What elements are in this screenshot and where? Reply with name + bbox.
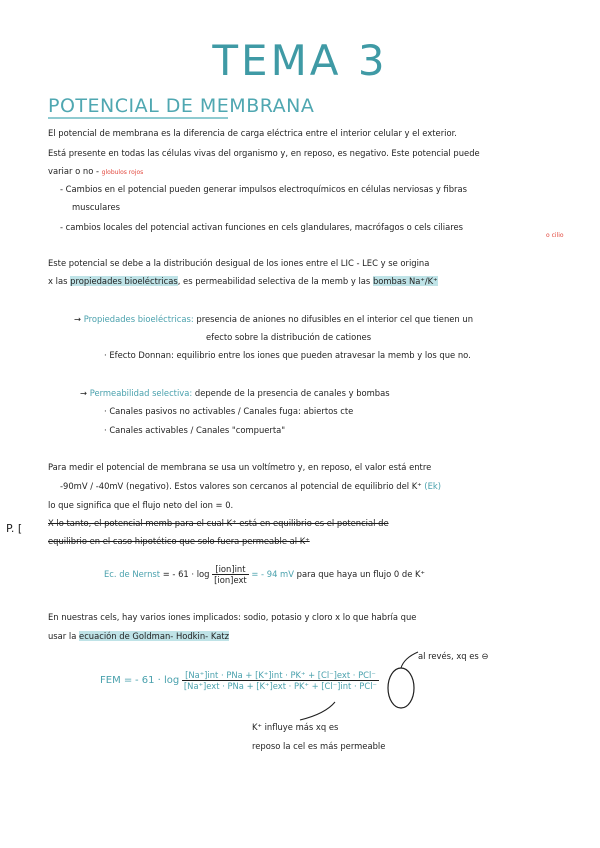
intro-bullet-1: - Cambios en el potencial pueden generar impulsos electroquímicos en células nerviosas y fibras [60,184,467,194]
arrow-icon: → [80,388,88,398]
circle-cl-ext [388,668,414,708]
distribution-line-2-mid: , es permeabilidad selectiva de la memb y las [177,276,371,286]
strike-line-1: X lo tanto, el potencial memb para el cual K⁺ está en equilibrio es el potencial de [48,518,389,528]
measure-ek: (Ek) [424,481,441,491]
distribution-line-2-start: x las [48,276,68,286]
perm-item-1: · Canales pasivos no activables / Canales fuga: abiertos cte [104,406,354,416]
highlight-na-k-pumps: bombas Na⁺/K⁺ [372,276,438,286]
intro-line-3-text: variar o no - [48,166,99,176]
ghk-numerator: [Na⁺]int · PNa + [K⁺]int · PK⁺ + [Cl⁻]ext · PCl⁻ [182,670,379,681]
perm-text-1: depende de la presencia de canales y bombas [194,388,390,398]
nernst-result: = - 94 mV [251,569,294,579]
fem-label: FEM = [100,675,133,686]
perm-item-2: · Canales activables / Canales "compuerta" [104,425,286,435]
distribution-line-1: Este potencial se debe a la distribución desigual de los iones entre el LIC - LEC y se origina [48,258,430,268]
goldman-note-bottom-2: reposo la cel es más permeable [252,741,386,751]
props-text-1: presencia de aniones no difusibles en el interior cel que tienen un [196,314,474,324]
ghk-denominator: [Na⁺]ext · PNa + [K⁺]ext · PK⁺ + [Cl⁻]int · PCl⁻ [183,681,377,691]
props-donnan: · Efecto Donnan: equilibrio entre los iones que pueden atravesar la memb y los que no. [104,350,471,360]
section-title: POTENCIAL DE MEMBRANA [48,95,315,117]
goldman-note-top: al revés, xq es ⊖ [418,651,489,661]
intro-note-cilio: o cilio [546,232,564,239]
intro-line-1: El potencial de membrana es la diferencia de carga eléctrica entre el interior celular y el exterior. [48,128,457,138]
perm-label: Permeabilidad selectiva: [89,388,193,398]
arrow-icon: → [74,314,82,324]
intro-bullet-1-cont: musculares [72,202,120,212]
page-title: TEMA 3 [212,36,388,85]
nernst-eq: = - 61 · log [162,569,210,579]
props-text-2: efecto sobre la distribución de cationes [206,332,372,342]
intro-note-red-cells: globulos rojos [101,169,144,176]
strike-line-2: equilibrio en el caso hipotético que solo fuera permeable al K⁺ [48,536,310,546]
arrow-to-note [401,652,418,668]
goldman-note-bottom-1: K⁺ influye más xq es [252,722,339,732]
props-label: Propiedades bioeléctricas: [83,314,194,324]
highlight-ghk-equation: ecuación de Goldman- Hodkin- Katz [79,631,230,641]
nernst-numerator: [ion]int [212,564,249,575]
intro-bullet-2: - cambios locales del potencial activan funciones en cels glandulares, macrófagos o cels ciliares [60,222,463,232]
measure-line-2-text: -90mV / -40mV (negativo). Estos valores son cercanos al potencial de equilibrio del K⁺ [60,481,422,491]
fem-eq: - 61 · log [134,675,180,686]
nernst-denominator: [ion]ext [214,575,247,585]
highlight-bioelectric-properties: propiedades bioeléctricas [70,276,178,286]
measure-line-1: Para medir el potencial de membrana se usa un voltímetro y, en reposo, el valor está entre [48,462,432,472]
margin-note: P. [ [6,522,23,535]
goldman-line-2-start: usar la [48,631,77,641]
nernst-after: para que haya un flujo 0 de K⁺ [296,569,425,579]
nernst-label: Ec. de Nernst [104,569,161,579]
measure-line-3: lo que significa que el flujo neto del ion = 0. [48,500,234,510]
intro-line-2: Está presente en todas las células vivas del organismo y, en reposo, es negativo. Este potencial puede [48,148,480,158]
goldman-line-1: En nuestras cels, hay varios iones implicados: sodio, potasio y cloro x lo que habría que [48,612,417,622]
